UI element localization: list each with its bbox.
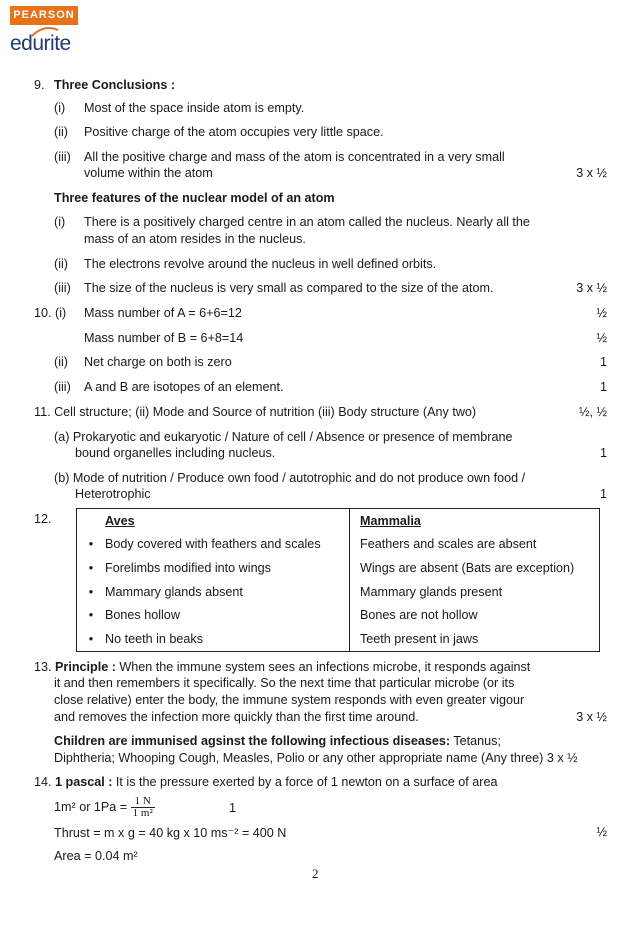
table-header-mammalia: Mammalia — [360, 513, 421, 528]
page-number: 2 — [312, 866, 319, 881]
table-cell-aves: • Forelimbs modified into wings — [77, 556, 350, 580]
q13-line-2: it and then remembers it specifically. So the next time that particular microbe (or its — [54, 676, 515, 690]
q9-feature-3-text: The size of the nucleus is very small as compared to the size of the atom. — [84, 281, 494, 295]
q10-line-1: Mass number of A = 6+6=12 — [84, 306, 242, 320]
pascal-fraction: $\frac{1 N}{\text{1 m²}}$ — [132, 795, 153, 819]
q11-b-line-1: (b) Mode of nutrition / Produce own food / autotrophic and do not produce own food / — [54, 471, 526, 485]
q13-line-3: close relative) enter the body, the immune system responds with even greater vigour — [54, 693, 525, 707]
q9-item-3-text: All the positive charge and mass of the atom is concentrated in a very small — [84, 150, 505, 164]
q10-mark-1: ½ — [596, 306, 607, 320]
q10-ii-mark: 1 — [599, 355, 607, 369]
table-cell-mammalia: Bones are not hollow — [360, 608, 478, 623]
q14-line-3-mark: ½ — [596, 825, 607, 839]
aves-mammalia-table — [76, 508, 600, 652]
q10-iii-mark: 1 — [599, 380, 607, 394]
q14-line-2-mark: 1 — [229, 801, 237, 815]
q9-subtitle: Three features of the nuclear model of an atom — [54, 191, 335, 205]
q9-item-3-mark: 3 x ½ — [576, 166, 607, 180]
q10-iii-text: A and B are isotopes of an element. — [84, 380, 284, 394]
q10-ii-num: (ii) — [54, 355, 68, 369]
q9-feature-1-text: There is a positively charged centre in an atom called the nucleus. Nearly all the — [84, 215, 530, 229]
q11-a-line-1: (a) Prokaryotic and eukaryotic / Nature of cell / Absence or presence of membrane — [54, 430, 513, 444]
q11-a-line-2: bound organelles including nucleus. — [75, 446, 276, 460]
bullet-icon: • — [88, 631, 94, 646]
q9-title: Three Conclusions : — [54, 78, 176, 92]
q11-line: 11. Cell structure; (ii) Mode and Source of nutrition (iii) Body structure (Any two) — [34, 405, 477, 419]
q10-line-2: Mass number of B = 6+8=14 — [84, 331, 244, 345]
bullet-icon: • — [88, 584, 94, 599]
q9-number: 9. — [34, 78, 45, 92]
table-row — [77, 556, 600, 580]
q9-feature-1-num: (i) — [54, 215, 66, 229]
q14-line-4: Area = 0.04 m² — [54, 849, 138, 863]
q13-line-1: 13. Principle : When the immune system sees an infections microbe, it responds against — [34, 660, 531, 674]
pearson-logo: PEARSON — [10, 6, 78, 25]
q14-line-2: 1m² or 1Pa = $\frac{1 N}{\text{1 m²}}$ — [54, 795, 153, 819]
table-cell-aves: • Mammary glands absent — [77, 580, 350, 604]
table-header-row — [77, 509, 600, 533]
table-cell-mammalia: Feathers and scales are absent — [360, 537, 537, 552]
q11-mark: ½, ½ — [578, 405, 607, 419]
q10-mark-2: ½ — [596, 331, 607, 345]
q9-item-2-text: Positive charge of the atom occupies very little space. — [84, 125, 384, 139]
table-cell-aves: • No teeth in beaks — [77, 627, 350, 651]
q14-line-3: Thrust = m x g = 40 kg x 10 ms⁻² = 400 N — [54, 826, 287, 840]
q9-feature-2-text: The electrons revolve around the nucleus in well defined orbits. — [84, 257, 437, 271]
q10-ii-text: Net charge on both is zero — [84, 355, 232, 369]
q9-feature-2-num: (ii) — [54, 257, 68, 271]
table-cell-mammalia: Mammary glands present — [360, 584, 503, 599]
q13-line-4: and removes the infection more quickly than the first time around. — [54, 710, 419, 724]
q9-feature-1-text-cont: mass of an atom resides in the nucleus. — [84, 232, 306, 246]
table-cell-mammalia: Teeth present in jaws — [360, 631, 479, 646]
edurite-logo: edurite — [10, 32, 71, 56]
table-header-aves: Aves — [77, 509, 350, 533]
q13-children-line-2: Diphtheria; Whooping Cough, Measles, Polio or any other appropriate name (Any three) 3 x ½ — [54, 751, 578, 765]
bullet-icon: • — [88, 608, 94, 623]
q14-line-1: 14. 1 pascal : It is the pressure exerted by a force of 1 newton on a surface of area — [34, 775, 498, 789]
table-cell-aves: • Body covered with feathers and scales — [77, 533, 350, 557]
q9-item-1-text: Most of the space inside atom is empty. — [84, 101, 305, 115]
table-cell-aves: • Bones hollow — [77, 603, 350, 627]
q13-principle-label: Principle : — [55, 660, 116, 674]
q9-item-3-text-cont: volume within the atom — [84, 166, 213, 180]
table-row — [77, 580, 600, 604]
q12-number: 12. — [34, 512, 52, 526]
table-row — [77, 603, 600, 627]
q11-a-mark: 1 — [599, 446, 607, 460]
q13-children-line-1: Children are immunised agsinst the following infectious diseases: Tetanus; — [54, 734, 501, 748]
q11-b-mark: 1 — [599, 487, 607, 501]
q9-feature-3-mark: 3 x ½ — [576, 281, 607, 295]
bullet-icon: • — [88, 560, 94, 575]
q9-item-1-num: (i) — [54, 101, 66, 115]
q11-b-line-2: Heterotrophic — [75, 487, 151, 501]
q9-item-3-num: (iii) — [54, 150, 71, 164]
table-row — [77, 627, 600, 651]
bullet-icon: • — [88, 537, 94, 552]
table-cell-mammalia: Wings are absent (Bats are exception) — [360, 560, 575, 575]
table-row — [77, 533, 600, 557]
q9-item-2-num: (ii) — [54, 125, 68, 139]
q10-iii-num: (iii) — [54, 380, 71, 394]
q13-mark: 3 x ½ — [576, 710, 607, 724]
q9-feature-3-num: (iii) — [54, 281, 71, 295]
swoosh-icon — [30, 26, 60, 38]
q10-number: 10. (i) — [34, 306, 67, 320]
